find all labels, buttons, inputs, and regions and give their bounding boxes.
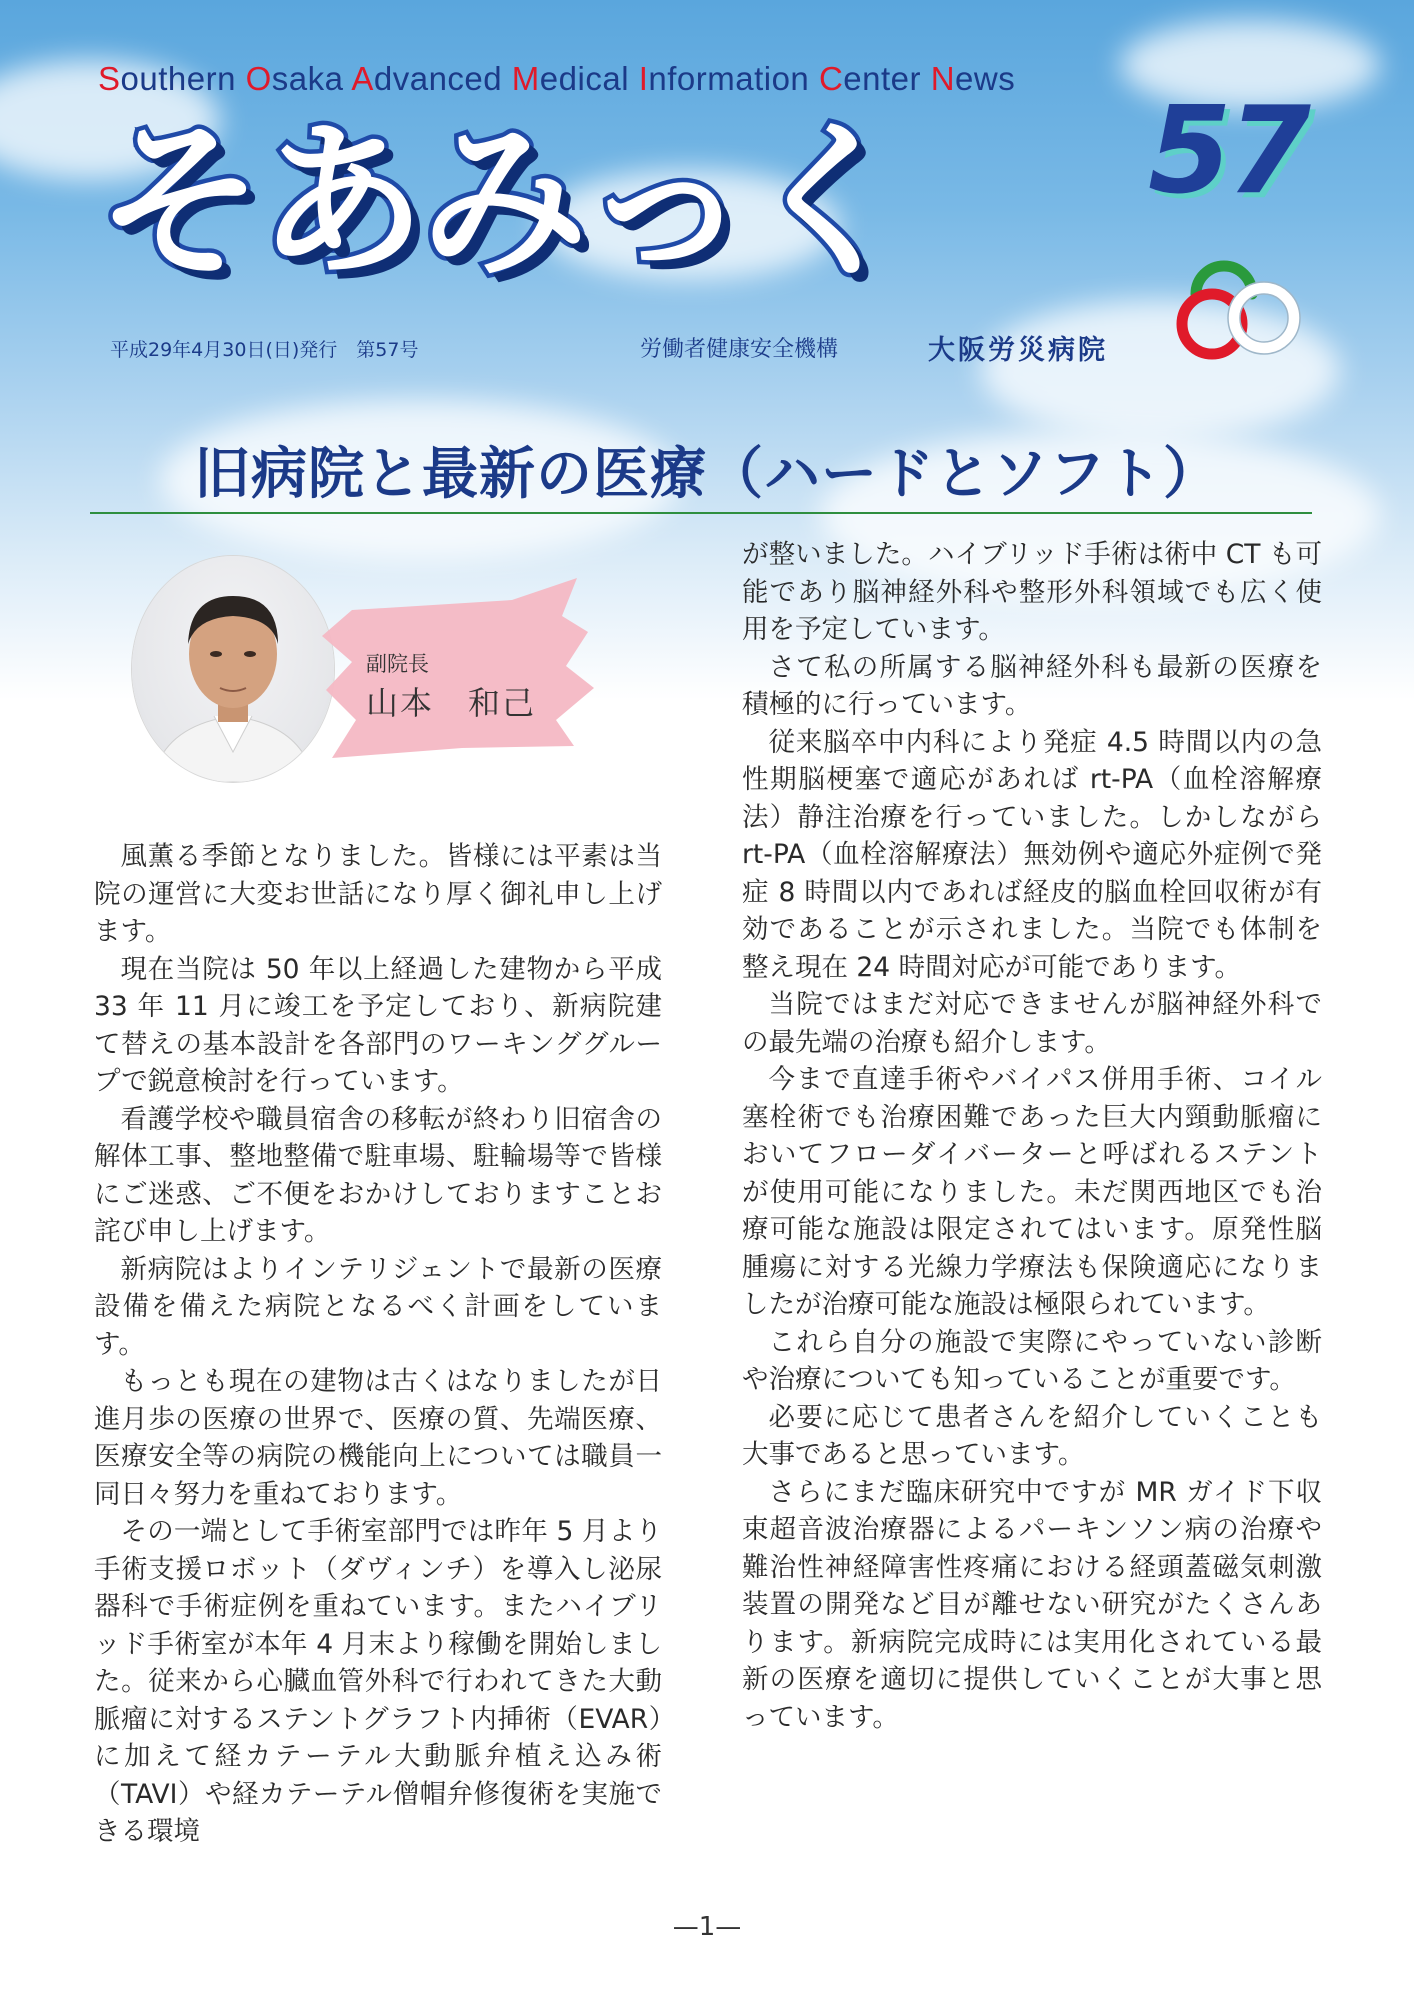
paragraph: 当院ではまだ対応できませんが脳神経外科での最先端の治療も紹介します。 bbox=[742, 989, 1322, 1058]
tagline-word: Center bbox=[818, 60, 931, 97]
publish-info: 平成29年4月30日(日)発行 第57号 bbox=[110, 339, 419, 361]
organization-name: 労働者健康安全機構 bbox=[640, 337, 839, 362]
paragraph: さて私の所属する脳神経外科も最新の医療を積極的に行っています。 bbox=[742, 651, 1322, 720]
article-column-left bbox=[94, 838, 662, 1851]
tagline-word: Osaka bbox=[245, 60, 352, 97]
hospital-name: 大阪労災病院 bbox=[928, 335, 1108, 366]
tagline-word: Medical bbox=[511, 60, 639, 97]
issue-number: 57 bbox=[1148, 82, 1307, 221]
newsletter-tagline bbox=[98, 60, 1015, 98]
paragraph: 新病院はよりインテリジェントで最新の医療設備を備えた病院となるべく計画をしています。 bbox=[94, 1253, 662, 1360]
paragraph: 風薫る季節となりました。皆様には平素は当院の運営に大変お世話になり厚く御礼申し上げます。 bbox=[94, 841, 662, 947]
tagline-word: Advanced bbox=[351, 60, 512, 97]
paragraph: その一端として手術室部門では昨年 5 月より手術支援ロボット（ダヴィンチ）を導入し泌尿器科で手術症例を重ねています。またハイブリッド手術室が本年 4 月末より稼働を開始しました。従来から心臓血管外科で行われてきた大動脈瘤に対するステントグラフト内挿術（EVAR）に加えて経カテーテル大動脈弁植え込み術（TAVI）や経カテーテル僧帽弁修復術を実施できる環境 bbox=[94, 1516, 662, 1847]
tagline-word: News bbox=[930, 60, 1016, 97]
pink-brush-stroke bbox=[312, 570, 602, 758]
author-role: 副院長 bbox=[366, 652, 429, 676]
newsletter-logo: そあみっく bbox=[96, 104, 906, 300]
rings-logo-icon bbox=[1168, 252, 1308, 372]
paragraph: 現在当院は 50 年以上経過した建物から平成 33 年 11 月に竣工を予定しており、新病院建て替えの基本設計を各部門のワーキンググループで鋭意検討を行っています。 bbox=[94, 953, 662, 1097]
paragraph: さらにまだ臨床研究中ですが MR ガイド下収束超音波治療器によるパーキンソン病の治療や難治性神経障害性疼痛における経頭蓋磁気刺激装置の開発など目が離せない研究がたくさんあります。新病院完成時には実用化されている最新の医療を適切に提供していくことが大事と思っています。 bbox=[742, 1476, 1322, 1733]
tagline-word: Southern bbox=[98, 60, 246, 97]
paragraph: これら自分の施設で実際にやっていない診断や治療についても知っていることが重要です。 bbox=[742, 1326, 1322, 1395]
paragraph: 従来脳卒中内科により発症 4.5 時間以内の急性期脳梗塞で適応があれば rt-PA（血栓溶解療法）静注治療を行っていました。しかしながら rt-PA（血栓溶解療法）無効例や適応外症例で発症 8 時間以内であれば経皮的脳血栓回収術が有効であることが示されました。当院でも体制を整え現在 24 時間対応が可能であります。 bbox=[742, 726, 1322, 983]
paragraph-continuation: が整いました。ハイブリッド手術は術中 CT も可能であり脳神経外科や整形外科領域でも広く使用を予定しています。 bbox=[742, 539, 1322, 645]
paragraph: 今まで直達手術やバイパス併用手術、コイル塞栓術でも治療困難であった巨大内頸動脈瘤においてフローダイバーターと呼ばれるステントが使用可能になりました。未だ関西地区でも治療可能な施設は限定されてはいます。原発性脳腫瘍に対する光線力学療法も保険適応になりましたが治療可能な施設は極限られています。 bbox=[742, 1064, 1322, 1320]
portrait-photo bbox=[132, 556, 334, 782]
page-number: —1— bbox=[672, 1912, 742, 1942]
tagline-word: Information bbox=[638, 60, 819, 97]
paragraph: もっとも現在の建物は古くはなりましたが日進月歩の医療の世界で、医療の質、先端医療、医療安全等の病院の機能向上については職員一同日々努力を重ねております。 bbox=[94, 1366, 662, 1510]
article-title: 旧病院と最新の医療（ハードとソフト） bbox=[194, 442, 1220, 507]
paragraph: 看護学校や職員宿舎の移転が終わり旧宿舎の解体工事、整地整備で駐車場、駐輪場等で皆様にご迷惑、ご不便をおかけしておりますことお詫び申し上げます。 bbox=[94, 1103, 662, 1247]
article-column-right bbox=[742, 536, 1322, 1736]
author-name: 山本 和己 bbox=[366, 684, 537, 722]
title-divider bbox=[90, 512, 1312, 514]
paragraph: 必要に応じて患者さんを紹介していくことも大事であると思っています。 bbox=[742, 1401, 1322, 1470]
